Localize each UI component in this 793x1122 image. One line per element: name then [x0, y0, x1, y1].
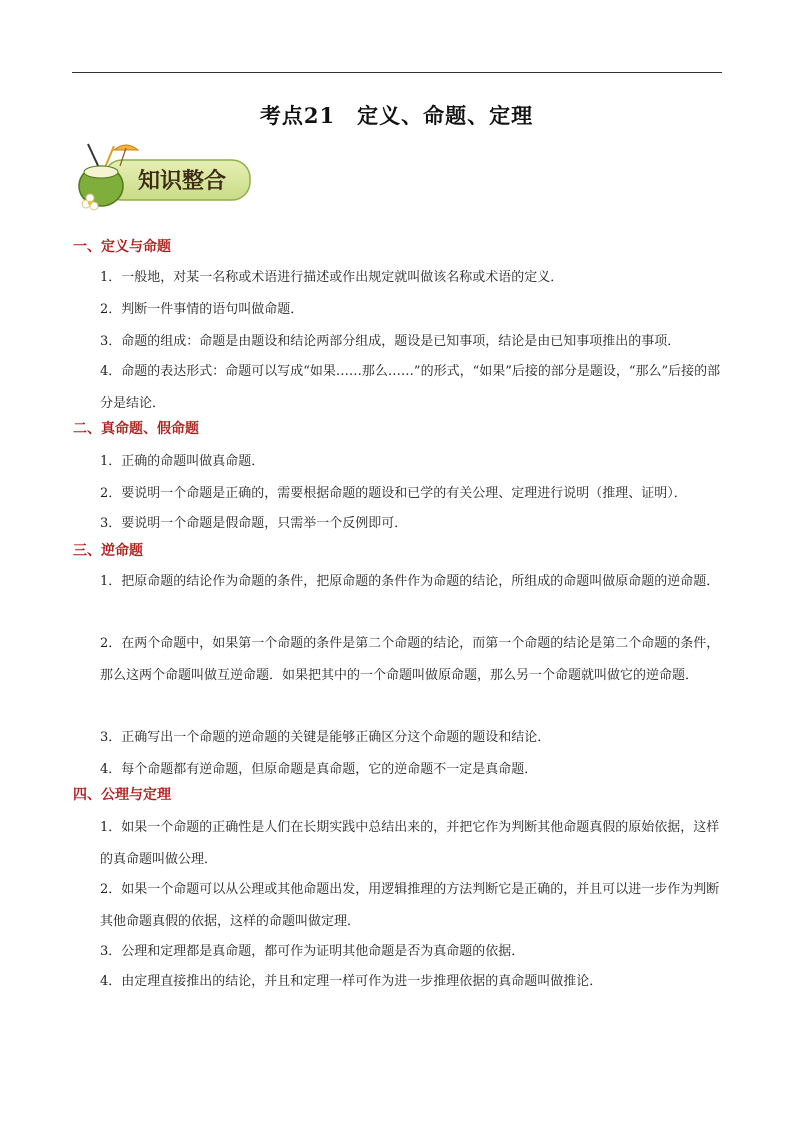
section-1-item-4: 4．命题的表达形式：命题可以写成“如果……那么……”的形式，“如果”后接的部分是题设，“那么”后接的部分是结论． [100, 364, 721, 411]
section-3-item-4: 4．每个命题都有逆命题，但原命题是真命题，它的逆命题不一定是真命题． [100, 762, 538, 777]
header-rule [72, 72, 722, 73]
section-2-item-2: 2．要说明一个命题是正确的，需要根据命题的题设和已学的有关公理、定理进行说明（推理、证明）． [100, 486, 687, 501]
section-heading-3: 三、逆命题 [73, 543, 143, 559]
section-heading-1: 一、定义与命题 [73, 239, 171, 255]
section-1-item-3: 3．命题的组成：命题是由题设和结论两部分组成，题设是已知事项，结论是由已知事项推出的事项． [100, 334, 681, 349]
section-1-item-1: 1．一般地，对某一名称或术语进行描述或作出规定就叫做该名称或术语的定义． [100, 270, 564, 285]
section-heading-2: 二、真命题、假命题 [73, 421, 199, 437]
section-1-item-2: 2．判断一件事情的语句叫做命题． [100, 302, 304, 317]
section-2-item-1: 1．正确的命题叫做真命题． [100, 454, 265, 469]
page-title: 考点21 定义、命题、定理 [259, 103, 534, 128]
section-4-item-2: 2．如果一个命题可以从公理或其他命题出发，用逻辑推理的方法判断它是正确的，并且可以进一步作为判断其他命题真假的依据，这样的命题叫做定理． [100, 882, 720, 929]
section-4-item-3: 3．公理和定理都是真命题，都可作为证明其他命题是否为真命题的依据． [100, 944, 525, 959]
badge-label: 知识整合 [137, 169, 227, 194]
section-2-item-3: 3．要说明一个命题是假命题，只需举一个反例即可． [100, 516, 408, 531]
section-3-item-2: 2．在两个命题中，如果第一个命题的条件是第二个命题的结论，而第一个命题的结论是第二个命题的条件，那么这两个命题叫做互逆命题．如果把其中的一个命题叫做原命题，那么另一个命题就叫做它的逆命题． [100, 636, 720, 683]
section-4-item-1: 1．如果一个命题的正确性是人们在长期实践中总结出来的，并把它作为判断其他命题真假的原始依据，这样的真命题叫做公理． [100, 820, 720, 867]
section-3-item-3: 3．正确写出一个命题的逆命题的关键是能够正确区分这个命题的题设和结论． [100, 730, 551, 745]
section-3-item-1: 1．把原命题的结论作为命题的条件，把原命题的条件作为命题的结论，所组成的命题叫做原命题的逆命题． [100, 574, 720, 589]
section-4-item-4: 4．由定理直接推出的结论，并且和定理一样可作为进一步推理依据的真命题叫做推论． [100, 974, 603, 989]
knowledge-summary-badge [74, 140, 254, 215]
section-heading-4: 四、公理与定理 [73, 787, 171, 803]
